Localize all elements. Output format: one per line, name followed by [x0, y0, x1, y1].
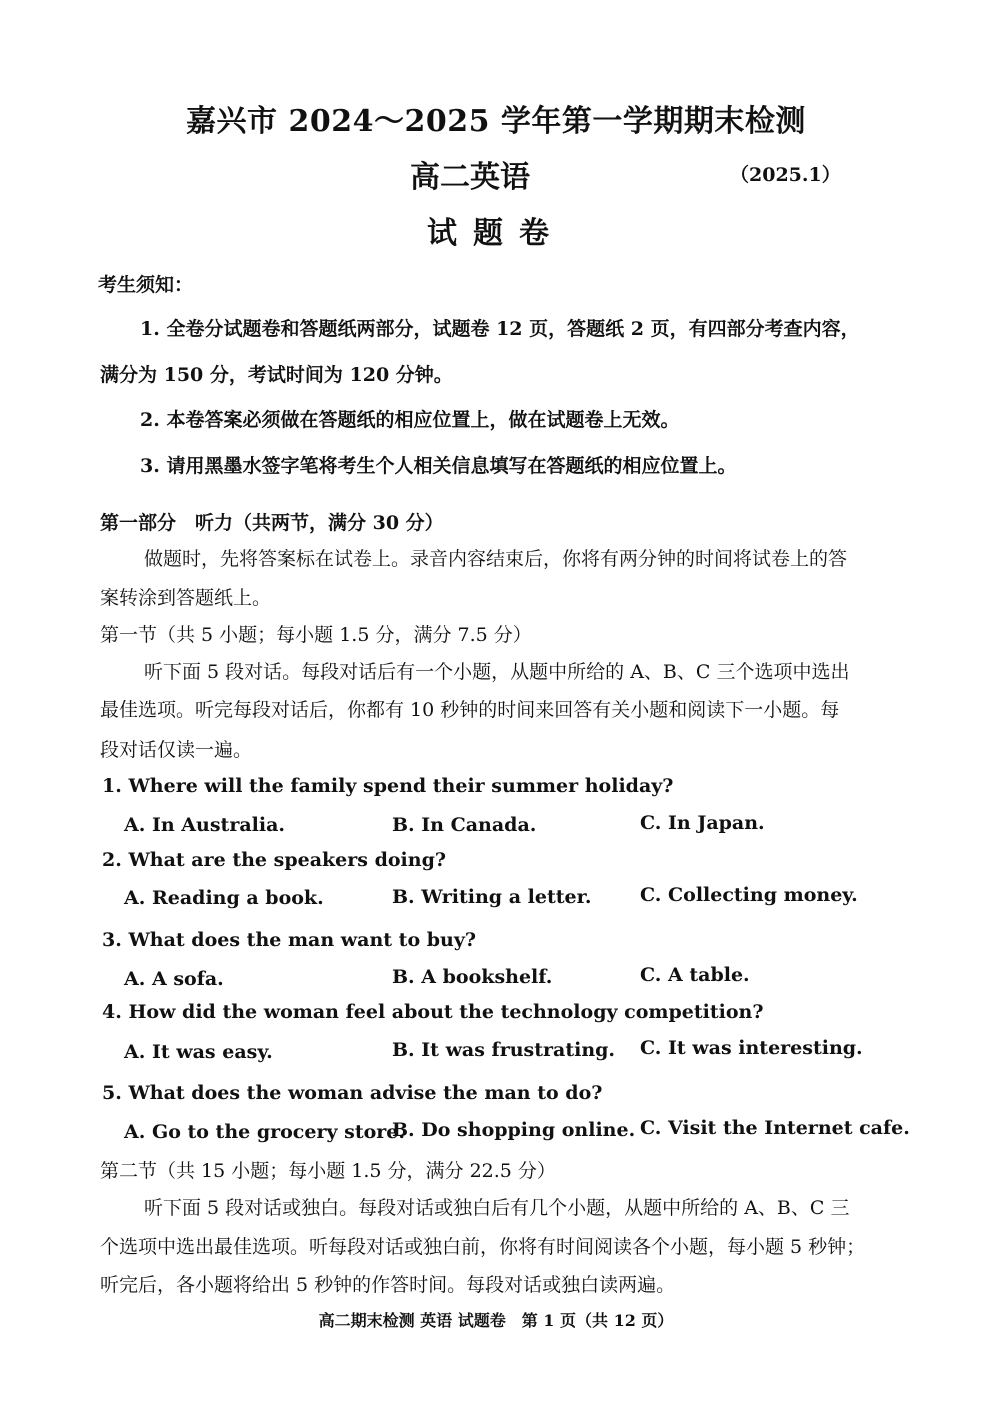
section2-intro-line-1: 听下面 5 段对话或独白。每段对话或独白后有几个小题，从题中所给的 A、B、C 三	[144, 1197, 850, 1219]
question-4-option-c: C. It was interesting.	[640, 1037, 863, 1059]
section1-intro-line-3: 段对话仅读一遍。	[100, 739, 253, 761]
notice-item-2: 2. 本卷答案必须做在答题纸的相应位置上，做在试题卷上无效。	[140, 409, 680, 431]
question-3-option-a: A. A sofa.	[124, 968, 224, 990]
section2-heading: 第二节（共 15 小题；每小题 1.5 分，满分 22.5 分）	[100, 1160, 556, 1182]
question-3: 3. What does the man want to buy?	[102, 929, 477, 951]
section1-intro-line-1: 听下面 5 段对话。每段对话后有一个小题，从题中所给的 A、B、C 三个选项中选出	[144, 661, 850, 683]
question-2-option-a: A. Reading a book.	[124, 887, 324, 909]
part1-heading: 第一部分 听力（共两节，满分 30 分）	[100, 512, 444, 534]
question-1-option-b: B. In Canada.	[392, 814, 537, 836]
section1-heading: 第一节（共 5 小题；每小题 1.5 分，满分 7.5 分）	[100, 624, 532, 646]
section1-intro-line-2: 最佳选项。听完每段对话后，你都有 10 秒钟的时间来回答有关小题和阅读下一小题。每	[100, 699, 840, 721]
question-2-option-c: C. Collecting money.	[640, 884, 858, 906]
question-5-option-c: C. Visit the Internet cafe.	[640, 1117, 910, 1139]
notice-item-1-line-2: 满分为 150 分，考试时间为 120 分钟。	[100, 364, 453, 386]
notice-heading: 考生须知：	[98, 274, 194, 296]
question-1-option-a: A. In Australia.	[124, 814, 285, 836]
part1-intro-line-1: 做题时，先将答案标在试卷上。录音内容结束后，你将有两分钟的时间将试卷上的答	[144, 548, 848, 570]
question-1-option-c: C. In Japan.	[640, 812, 765, 834]
page-footer: 高二期末检测 英语 试题卷 第 1 页（共 12 页）	[318, 1311, 674, 1330]
question-4-option-a: A. It was easy.	[124, 1041, 273, 1063]
exam-date: （2025.1）	[730, 164, 841, 186]
part1-intro-line-2: 案转涂到答题纸上。	[100, 587, 272, 609]
question-2: 2. What are the speakers doing?	[102, 849, 446, 871]
question-1: 1. Where will the family spend their summer holiday?	[102, 775, 674, 797]
notice-item-3: 3. 请用黑墨水签字笔将考生个人相关信息填写在答题纸的相应位置上。	[140, 455, 737, 477]
question-2-option-b: B. Writing a letter.	[392, 886, 592, 908]
question-5-option-b: B. Do shopping online.	[392, 1119, 636, 1141]
exam-subject: 高二英语	[410, 160, 530, 195]
section2-intro-line-3: 听完后，各小题将给出 5 秒钟的作答时间。每段对话或独白读两遍。	[100, 1274, 676, 1296]
question-3-option-b: B. A bookshelf.	[392, 966, 553, 988]
notice-item-1-line-1: 1. 全卷分试题卷和答题纸两部分，试题卷 12 页，答题纸 2 页，有四部分考查内容，	[140, 318, 860, 340]
paper-type: 试题卷	[427, 216, 565, 251]
section2-intro-line-2: 个选项中选出最佳选项。听每段对话或独白前，你将有时间阅读各个小题，每小题 5 秒钟；	[100, 1236, 866, 1258]
question-4: 4. How did the woman feel about the technology competition?	[102, 1001, 764, 1023]
question-5: 5. What does the woman advise the man to do?	[102, 1082, 603, 1104]
question-4-option-b: B. It was frustrating.	[392, 1039, 616, 1061]
exam-title: 嘉兴市 2024～2025 学年第一学期期末检测	[186, 104, 806, 139]
question-3-option-c: C. A table.	[640, 964, 750, 986]
question-5-option-a: A. Go to the grocery store.	[124, 1121, 405, 1143]
